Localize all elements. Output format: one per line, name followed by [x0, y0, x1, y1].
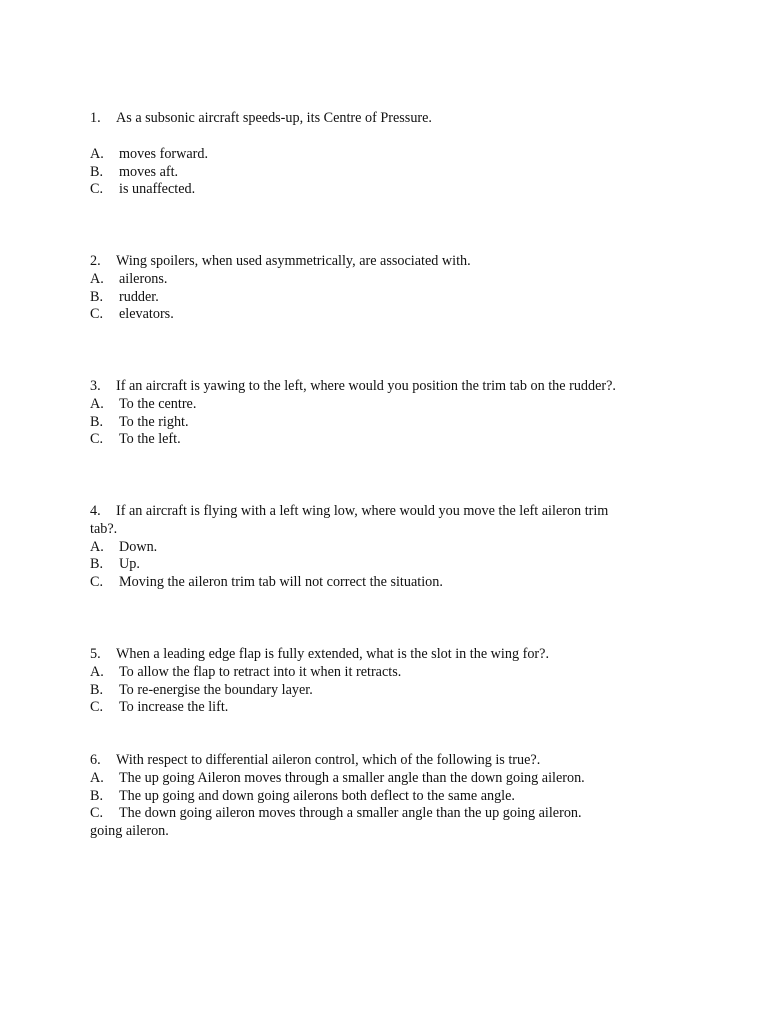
question-text: Wing spoilers, when used asymmetrically, are associated with. — [116, 253, 471, 269]
option-letter: C. — [90, 805, 104, 822]
option-b — [90, 556, 650, 574]
option-text: To the right. — [119, 413, 189, 430]
option-text: rudder. — [119, 288, 159, 305]
option-a — [90, 271, 650, 289]
option-letter: B. — [90, 413, 104, 430]
option-text: Moving the aileron trim tab will not correct the situation. — [119, 574, 443, 591]
question-number: 2. — [90, 253, 101, 269]
option-text: moves forward. — [119, 145, 209, 162]
option-text: is unaffected. — [119, 181, 196, 198]
option-b — [90, 289, 650, 307]
option-text: moves aft. — [119, 163, 179, 180]
option-a — [90, 770, 650, 788]
option-c — [90, 431, 650, 449]
question-6 — [90, 752, 650, 841]
option-letter: B. — [90, 163, 104, 180]
trailing-text: going aileron. — [90, 823, 169, 840]
question-text: If an aircraft is flying with a left wing low, where would you move the left aileron trim — [116, 503, 609, 519]
question-text: With respect to differential aileron control, which of the following is true?. — [116, 752, 541, 768]
question-text: As a subsonic aircraft speeds-up, its Centre of Pressure. — [116, 110, 432, 126]
option-letter: B. — [90, 787, 104, 804]
option-c — [90, 699, 650, 717]
question-number: 6. — [90, 752, 101, 768]
option-b — [90, 788, 650, 806]
option-a — [90, 664, 650, 682]
option-letter: C. — [90, 574, 104, 591]
option-letter: A. — [90, 395, 104, 412]
question-number: 1. — [90, 110, 101, 126]
option-letter: C. — [90, 306, 104, 323]
question-5 — [90, 646, 650, 717]
option-text: To the centre. — [119, 395, 197, 412]
option-letter: C. — [90, 431, 104, 448]
option-text: Up. — [119, 556, 140, 573]
option-b — [90, 164, 650, 182]
option-c — [90, 574, 650, 592]
option-text: To the left. — [119, 431, 181, 448]
question-stem — [90, 253, 650, 271]
option-text: elevators. — [119, 306, 174, 323]
option-text: The up going and down going ailerons both deflect to the same angle. — [119, 787, 515, 804]
option-text: The up going Aileron moves through a smaller angle than the down going aileron. — [119, 769, 585, 786]
option-letter: A. — [90, 769, 104, 786]
option-letter: B. — [90, 556, 104, 573]
question-text: When a leading edge flap is fully extended, what is the slot in the wing for?. — [116, 646, 549, 662]
option-letter: A. — [90, 270, 104, 287]
option-a — [90, 146, 650, 164]
question-stem — [90, 503, 650, 521]
option-letter: A. — [90, 663, 104, 680]
option-text: To allow the flap to retract into it when it retracts. — [119, 663, 402, 680]
option-letter: C. — [90, 699, 104, 716]
option-a — [90, 396, 650, 414]
option-c — [90, 805, 650, 823]
question-stem — [90, 752, 650, 770]
question-stem — [90, 378, 650, 396]
question-number: 3. — [90, 378, 101, 394]
option-b — [90, 682, 650, 700]
option-text: ailerons. — [119, 270, 168, 287]
option-a — [90, 539, 650, 557]
question-stem — [90, 110, 650, 128]
option-b — [90, 414, 650, 432]
option-text: The down going aileron moves through a smaller angle than the up going aileron. — [119, 805, 582, 822]
option-text: To increase the lift. — [119, 699, 229, 716]
question-3 — [90, 378, 650, 449]
question-1 — [90, 110, 650, 199]
option-letter: A. — [90, 145, 104, 162]
question-text: If an aircraft is yawing to the left, where would you position the trim tab on the rudder?. — [116, 378, 616, 394]
question-stem-continuation: tab?. — [90, 520, 118, 537]
option-text: Down. — [119, 538, 158, 555]
question-number: 4. — [90, 503, 101, 519]
option-letter: A. — [90, 538, 104, 555]
option-c — [90, 181, 650, 199]
question-2 — [90, 253, 650, 324]
option-letter: B. — [90, 681, 104, 698]
option-letter: C. — [90, 181, 104, 198]
question-4 — [90, 503, 650, 592]
option-text: To re-energise the boundary layer. — [119, 681, 313, 698]
question-number: 5. — [90, 646, 101, 662]
option-c — [90, 306, 650, 324]
question-stem — [90, 646, 650, 664]
option-letter: B. — [90, 288, 104, 305]
